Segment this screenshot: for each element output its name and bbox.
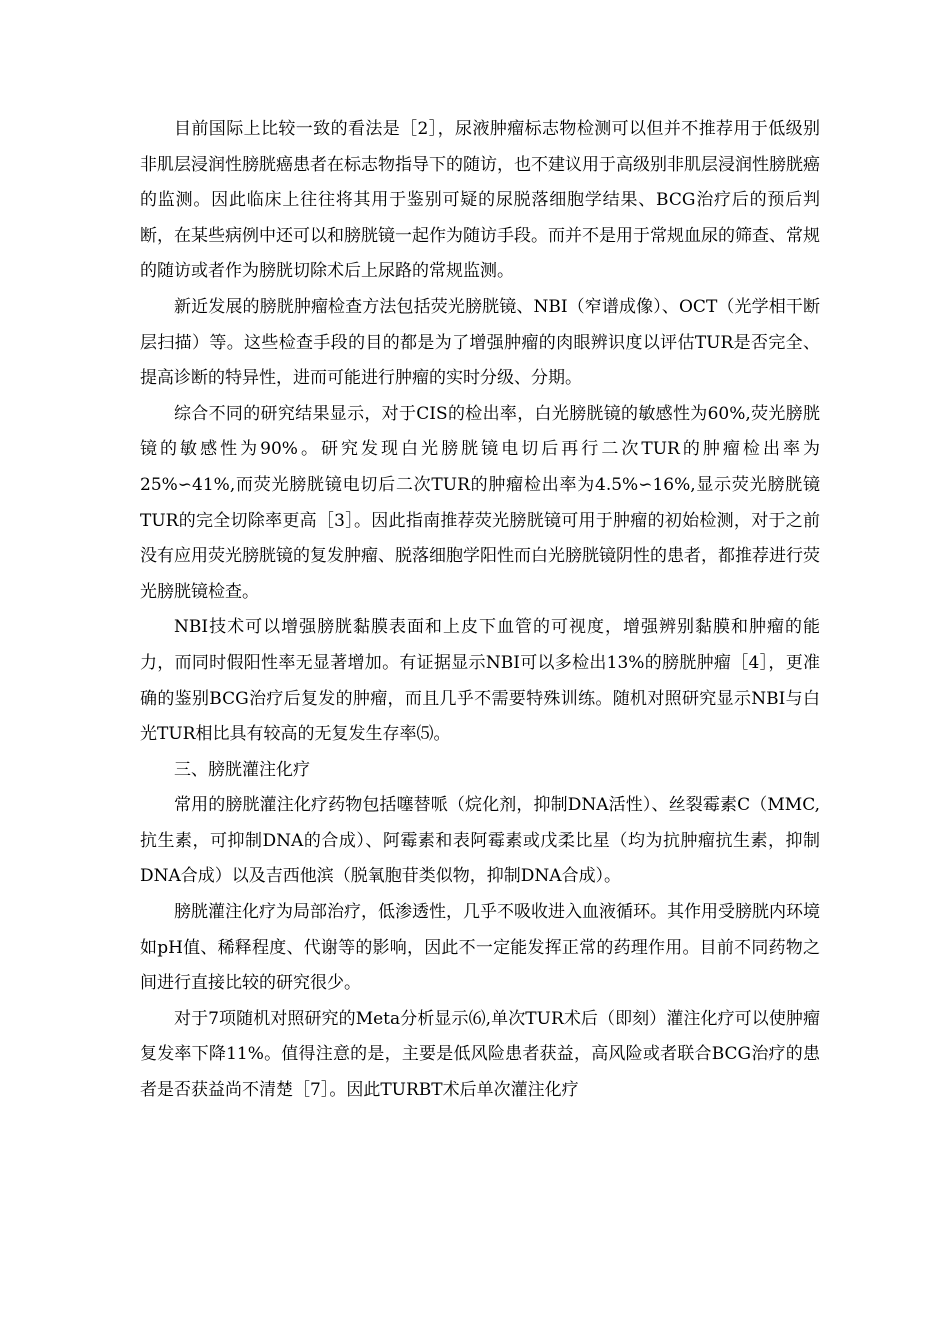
document-body [140,112,820,1109]
paragraph-fluorescence-cystoscopy: 综合不同的研究结果显示，对于CIS的检出率，白光膀胱镜的敏感性为60%,荧光膀胱镜的敏感性为90%。研究发现白光膀胱镜电切后再行二次TUR的肿瘤检出率为25%∽41%,而荧光膀胱镜电切后二次TUR的肿瘤检出率为4.5%∽16%,显示荧光膀胱镜TUR的完全切除率更高［3］。因此指南推荐荧光膀胱镜可用于肿瘤的初始检测，对于之前没有应用荧光膀胱镜的复发肿瘤、脱落细胞学阳性而白光膀胱镜阴性的患者，都推荐进行荧光膀胱镜检查。 [140,403,820,602]
paragraph-meta-analysis: 对于7项随机对照研究的Meta分析显示⑹,单次TUR术后（即刻）灌注化疗可以使肿瘤复发率下降11%。值得注意的是，主要是低风险患者获益，高风险或者联合BCG治疗的患者是否获益尚不清楚［7］。因此TURBT术后单次灌注化疗 [140,1008,820,1101]
paragraph-new-exam-methods: 新近发展的膀胱肿瘤检查方法包括荧光膀胱镜、NBI（窄谱成像）、OCT（光学相干断层扫描）等。这些检查手段的目的都是为了增强肿瘤的肉眼辨识度以评估TUR是否完全、提高诊断的特异性，进而可能进行肿瘤的实时分级、分期。 [140,296,820,389]
section-heading-intravesical-chemo: 三、膀胱灌注化疗 [174,759,310,780]
paragraph-chemo-drugs: 常用的膀胱灌注化疗药物包括噻替哌（烷化剂，抑制DNA活性）、丝裂霉素C（MMC,抗生素，可抑制DNA的合成）、阿霉素和表阿霉素或戊柔比星（均为抗肿瘤抗生素，抑制DNA合成）以及吉西他滨（脱氧胞苷类似物，抑制DNA合成）。 [140,795,820,887]
paragraph-local-therapy: 膀胱灌注化疗为局部治疗，低渗透性，几乎不吸收进入血液循环。其作用受膀胱内环境如pH值、稀释程度、代谢等的影响，因此不一定能发挥正常的药理作用。目前不同药物之间进行直接比较的研究很少。 [140,902,820,994]
paragraph-nbi-technology: NBI技术可以增强膀胱黏膜表面和上皮下血管的可视度，增强辨别黏膜和肿瘤的能力，而同时假阳性率无显著增加。有证据显示NBI可以多检出13%的膀胱肿瘤［4］，更准确的鉴别BCG治疗后复发的肿瘤，而且几乎不需要特殊训练。随机对照研究显示NBI与白光TUR相比具有较高的无复发生存率⑸。 [140,617,820,745]
paragraph-urine-markers: 目前国际上比较一致的看法是［2］，尿液肿瘤标志物检测可以但并不推荐用于低级别非肌层浸润性膀胱癌患者在标志物指导下的随访，也不建议用于高级别非肌层浸润性膀胱癌的监测。因此临床上往往将其用于鉴别可疑的尿脱落细胞学结果、BCG治疗后的预后判断，在某些病例中还可以和膀胱镜一起作为随访手段。而并不是用于常规血尿的筛查、常规的随访或者作为膀胱切除术后上尿路的常规监测。 [140,119,820,282]
